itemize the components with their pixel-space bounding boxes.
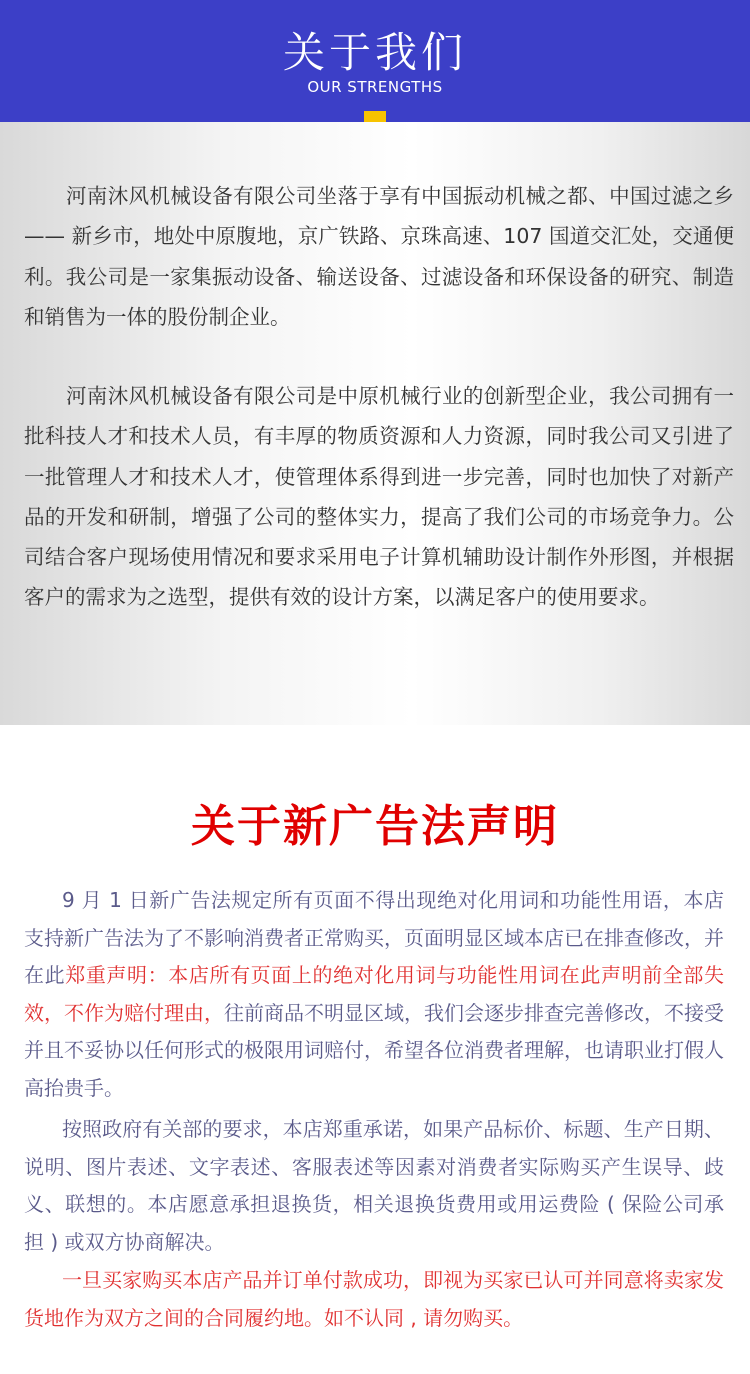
notice-highlight: 郑重声明：本店所有页面上的绝对化用词与功能性用词在此声明前全部失效，不作为赔付理由，: [24, 963, 725, 1025]
about-section: [0, 122, 750, 725]
page-title: 关于我们: [282, 28, 467, 77]
notice-paragraph-2: 按照政府有关部的要求，本店郑重承诺，如果产品标价、标题、生产日期、说明、图片表述、文字表述、客服表述等因素对消费者实际购买产生误导、歧义、联想的。本店愿意承担退换货，相关退换货费用或用运费险 ( 保险公司承担 ) 或双方协商解决。: [24, 1117, 724, 1254]
about-paragraph-2: 河南沐风机械设备有限公司是中原机械行业的创新型企业，我公司拥有一批科技人才和技术人员，有丰厚的物质资源和人力资源，同时我公司又引进了一批管理人才和技术人才，使管理体系得到进一步完善，同时也加快了对新产品的开发和研制，增强了公司的整体实力，提高了我们公司的市场竞争力。公司结合客户现场使用情况和要求采用电子计算机辅助设计制作外形图，并根据客户的需求为之选型，提供有效的设计方案，以满足客户的使用要求。: [24, 384, 734, 610]
notice-paragraph-3: 一旦买家购买本店产品并订单付款成功，即视为买家已认可并同意将卖家发货地作为双方之间的合同履约地。如不认同 , 请勿购买。: [24, 1268, 724, 1330]
notice-text: 往前商品不明显区域，我们会逐步排查完善修改，不接受并且不妥协以任何形式的极限用词赔付，希望各位消费者理解，也请职业打假人高抬贵手。: [24, 1000, 724, 1100]
notice-paragraph-1: [24, 882, 724, 1108]
page-subtitle: OUR STRENGTHS: [307, 78, 443, 96]
about-paragraph-1: 河南沐风机械设备有限公司坐落于享有中国振动机械之都、中国过滤之乡 —— 新乡市，地处中原腹地，京广铁路、京珠高速、107 国道交汇处，交通便利。我公司是一家集振动设备、输送设备、过滤设备和环保设备的研究、制造和销售为一体的股份制企业。: [24, 184, 734, 329]
notice-text: 9 月 1 日新广告法规定所有页面不得出现绝对化用词和功能性用语，本店支持新广告法为了不影响消费者正常购买，页面明显区域本店已在排查修改，并在此: [24, 888, 724, 988]
notice-title: 关于新广告法声明: [191, 801, 559, 852]
header-banner: [0, 0, 750, 122]
